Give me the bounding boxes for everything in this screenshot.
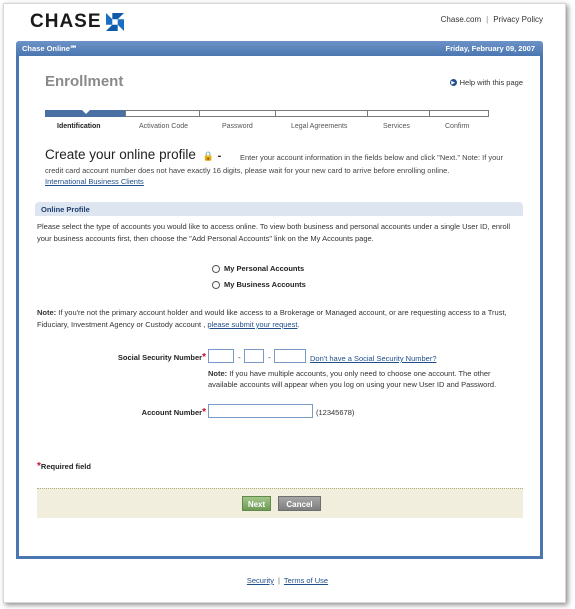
step-label-legal: Legal Agreements [291, 123, 348, 130]
step-label-identification: Identification [57, 123, 101, 130]
privacy-policy-link[interactable]: Privacy Policy [493, 15, 543, 24]
personal-accounts-option[interactable] [212, 264, 304, 273]
note-end: . [297, 320, 300, 329]
step-bar-password [199, 110, 275, 117]
chase-com-link[interactable]: Chase.com [440, 15, 482, 24]
business-accounts-radio[interactable] [212, 281, 220, 289]
lock-icon: 🔒 [202, 151, 214, 161]
security-link[interactable]: Security [246, 576, 274, 585]
step-label-password: Password [222, 123, 253, 130]
heading-dash: - [217, 150, 222, 162]
ssn-separator-2: - [268, 353, 271, 362]
intl-link-row [45, 177, 144, 186]
access-note [37, 307, 525, 331]
submit-request-link[interactable]: please submit your request [207, 320, 298, 329]
step-bar-services [367, 110, 429, 117]
step-bar-activation [125, 110, 199, 117]
note-label: Note: [37, 308, 57, 317]
step-bar-legal [275, 110, 367, 117]
header-bar [16, 41, 543, 56]
page-title: Enrollment [45, 73, 124, 90]
chase-octagon-icon [106, 13, 124, 31]
help-label: Help with this page [459, 78, 523, 87]
help-arrow-icon: ▶ [451, 79, 456, 86]
footer-separator: | [277, 576, 280, 585]
step-label-confirm: Confirm [445, 123, 470, 130]
top-links-separator: | [486, 15, 489, 24]
international-business-clients-link[interactable]: International Business Clients [45, 177, 144, 186]
multi-note-label: Note: [208, 369, 228, 378]
ssn-input-part3[interactable] [274, 349, 306, 363]
chase-logo[interactable] [30, 11, 124, 33]
cancel-button[interactable]: Cancel [278, 496, 321, 511]
account-label: Account Number [141, 408, 203, 417]
ssn-label: Social Security Number [117, 353, 203, 362]
profile-instructions-block [45, 151, 505, 177]
account-label-row [90, 407, 206, 418]
note-text: If you're not the primary account holder and would like access to a Brokerage or Managed account, or are requesting access to a Trust, Fiduciary, Investment Agency or Custody account , [37, 308, 507, 329]
ssn-input-part1[interactable] [208, 349, 234, 363]
top-links [441, 15, 543, 24]
required-field-label: Required field [40, 462, 91, 471]
profile-heading: Create your online profile [45, 147, 196, 162]
legend-required-mark: * [37, 461, 41, 472]
step-bar-confirm [429, 110, 489, 117]
next-button[interactable]: Next [242, 496, 271, 511]
ssn-input-part2[interactable] [244, 349, 264, 363]
step-label-services: Services [383, 123, 410, 130]
current-step-chevron-icon [82, 110, 90, 114]
step-label-activation: Activation Code [139, 123, 189, 130]
help-link[interactable] [450, 78, 523, 87]
business-accounts-label: My Business Accounts [224, 280, 306, 289]
current-date: Friday, February 09, 2007 [445, 44, 535, 53]
progress-steps [45, 110, 489, 117]
business-accounts-option[interactable] [212, 280, 306, 289]
personal-accounts-radio[interactable] [212, 265, 220, 273]
brand-label: Chase Online℠ [22, 44, 78, 53]
no-ssn-link[interactable]: Don't have a Social Security Number? [310, 354, 437, 363]
footer [0, 576, 575, 585]
ssn-label-row [90, 352, 206, 363]
personal-accounts-label: My Personal Accounts [224, 264, 305, 273]
multiple-accounts-note [208, 368, 518, 390]
account-number-hint: (12345678) [316, 408, 355, 417]
step-bar-identification [45, 110, 125, 117]
account-number-input[interactable] [208, 404, 313, 418]
required-field-legend [37, 461, 91, 472]
online-profile-section-header: Online Profile [35, 202, 523, 216]
ssn-separator-1: - [238, 353, 241, 362]
account-type-description: Please select the type of accounts you would like to access online. To view both business and personal accounts under a single User ID, enroll your business accounts first, then choose the "Add Personal Accounts" link on the My Accounts page. [37, 222, 511, 243]
account-required-mark: * [202, 407, 206, 418]
logo-wordmark: CHASE [30, 11, 102, 32]
profile-instructions: Enter your account information in the fields below and click "Next." Note: If your credit card account number does not have exactly 16 digits, please wait for your new card to arrive before enrolling online. [45, 153, 503, 175]
terms-of-use-link[interactable]: Terms of Use [283, 576, 329, 585]
multi-note-text: If you have multiple accounts, you only need to choose one account. The other available accounts will appear when you log on using your new User ID and Password. [208, 369, 497, 389]
ssn-required-mark: * [202, 352, 206, 363]
